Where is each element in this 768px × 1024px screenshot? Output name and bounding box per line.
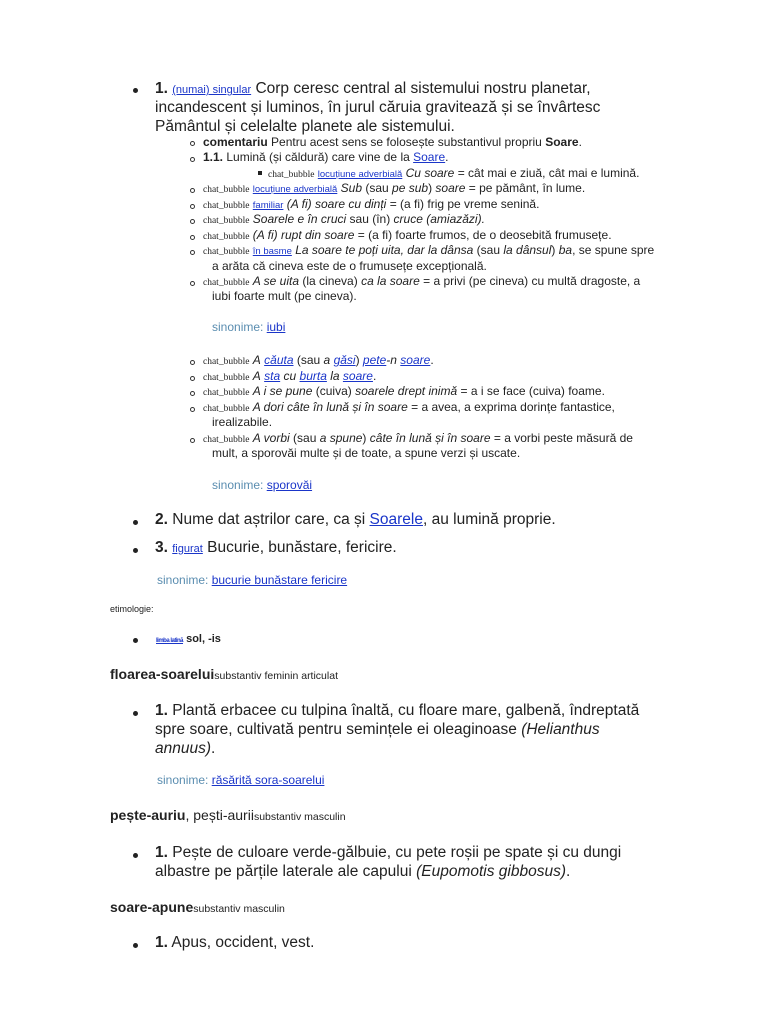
comment-line [203, 135, 582, 151]
definition-text: Plantă erbacee cu tulpina înaltă, cu floare mare, galbenă, îndreptată [172, 702, 640, 719]
definition-text: albastre pe părțile laterale ale capului [155, 863, 412, 880]
definition-1 [155, 79, 591, 100]
synonym-link[interactable]: bucurie bunăstare fericire [211, 573, 348, 587]
grammar-info: substantiv masculin [253, 811, 346, 823]
expression: a [323, 353, 331, 367]
expression: A vorbi [252, 431, 290, 445]
synonyms [212, 478, 312, 492]
expression-row [203, 212, 485, 230]
word-link[interactable]: soare [400, 353, 431, 367]
comment-bold: Soare [545, 135, 579, 149]
definition-text: Nume dat aștrilor care, ca și [172, 511, 366, 528]
synonyms [212, 320, 285, 334]
expression-line-2: mult, a sporovăi multe și de toate, a spune verzi și uscate. [212, 446, 521, 460]
word-link[interactable]: căuta [264, 353, 294, 367]
expression: ba [558, 243, 573, 257]
synonym-link[interactable]: răsărită sora-soarelui [211, 773, 325, 787]
expression-meaning: = (a fi) frig pe vreme senină. [389, 197, 540, 211]
expression: A i se pune [252, 384, 313, 398]
definition-soare-apune [155, 933, 314, 952]
grammar-info: substantiv feminin articulat [214, 670, 338, 682]
definition-text: Pește de culoare verde-gălbuie, cu pete roșii pe spate și cu dungi [172, 844, 622, 861]
punctuation: . [372, 369, 377, 383]
list-bullet [133, 638, 138, 643]
plural-form: , pești-aurii [185, 807, 254, 823]
expression-meaning: = pe pământ, în lume. [468, 181, 586, 195]
expression-meaning: = a privi (pe cineva) cu multă dragoste, a [423, 274, 641, 288]
definition-text: spre soare, cultivată pentru semințele ei oleaginoase [155, 721, 517, 738]
text: (sau [296, 353, 321, 367]
expression: -n [386, 353, 397, 367]
scientific-name: annuus) [155, 740, 212, 757]
usage-tag-link[interactable]: locuțiune adverbială [252, 184, 338, 195]
chat-bubble-icon: chat_bubble [203, 201, 250, 211]
chat-bubble-icon: chat_bubble [203, 216, 250, 226]
expression: Sub [340, 181, 362, 195]
expression: La soare te poți uita, dar la dânsa [295, 243, 474, 257]
synonyms-label: sinonime: [157, 573, 209, 587]
definition-3 [155, 538, 397, 559]
expression-meaning: = a i se face (cuiva) foame. [460, 384, 605, 398]
punctuation: . [211, 740, 216, 757]
headword: soare-apune [110, 899, 194, 915]
synonym-link[interactable]: iubi [266, 320, 286, 334]
list-bullet [190, 376, 195, 381]
usage-tag-link[interactable]: locuțiune adverbială [317, 169, 403, 180]
chat-bubble-icon: chat_bubble [203, 278, 250, 288]
list-bullet [190, 391, 195, 396]
synonyms [157, 573, 347, 587]
expression: la dânsul [503, 243, 552, 257]
list-bullet [190, 157, 195, 162]
expression: (amiazăzi). [426, 212, 485, 226]
expression: soarele drept inimă [355, 384, 458, 398]
expression: (A fi) soare cu dinți [286, 197, 387, 211]
definition-floarea-line-3 [155, 739, 215, 758]
etymon: sol, -is [186, 633, 221, 645]
text: (sau [293, 431, 317, 445]
definition-floarea [155, 701, 639, 720]
expression-row [203, 243, 654, 261]
headword: pește-auriu [110, 807, 186, 823]
synonyms [157, 773, 324, 787]
punctuation: . [430, 353, 434, 367]
expression: a spune [319, 431, 363, 445]
expression: A [252, 353, 261, 367]
definition-1-line-3: Pământul și celelalte planete ale sistemului. [155, 118, 455, 135]
text: ) [428, 181, 433, 195]
expression-meaning: , se spune spre [572, 243, 655, 257]
usage-tag-link[interactable]: (numai) singular [172, 84, 252, 96]
soare-link[interactable]: Soare [413, 150, 446, 164]
headword-entry [110, 899, 285, 917]
chat-bubble-icon: chat_bubble [203, 185, 250, 195]
synonym-link[interactable]: sporovăi [266, 478, 313, 492]
list-bullet [190, 188, 195, 193]
expression-meaning: = cât mai e ziuă, cât mai e lumină. [457, 166, 640, 180]
sense-number: 2. [155, 511, 168, 528]
expression: la [330, 369, 340, 383]
list-bullet [190, 235, 195, 240]
subsense-1-1 [203, 150, 449, 166]
text: (sau [365, 181, 389, 195]
chat-bubble-icon: chat_bubble [203, 388, 250, 398]
expression: A se uita [252, 274, 300, 288]
punctuation: . [578, 135, 582, 149]
expression-row [203, 353, 434, 371]
sense-number: 1. [155, 934, 168, 951]
expression: câte în lună și în soare [369, 431, 491, 445]
chat-bubble-icon: chat_bubble [203, 435, 250, 445]
sense-number: 1.1. [203, 150, 224, 164]
text: (sau [476, 243, 501, 257]
expression-meaning: = a avea, a exprima dorințe fantastice, [411, 400, 615, 414]
grammar-info: substantiv masculin [193, 903, 285, 915]
chat-bubble-icon: chat_bubble [203, 404, 250, 414]
expression: cu [283, 369, 297, 383]
sense-number: 1. [155, 702, 168, 719]
synonyms-label: sinonime: [157, 773, 209, 787]
text: sau (în) [349, 212, 391, 226]
expression: pe sub [392, 181, 429, 195]
expression-line-2: a arăta că cineva este de o frumusețe excepțională. [212, 259, 487, 273]
chat-bubble-icon: chat_bubble [203, 357, 250, 367]
soarele-link[interactable]: Soarele [369, 511, 423, 528]
definition-1-line-2: incandescent și luminos, în jurul căruia gravitează și se învârtesc [155, 99, 601, 116]
word-link[interactable]: găsi [333, 353, 356, 367]
expression: cruce [393, 212, 423, 226]
expression: soare [435, 181, 466, 195]
sense-number: 1. [155, 80, 168, 97]
list-bullet [133, 520, 138, 525]
usage-tag-link[interactable]: familiar [252, 200, 284, 211]
usage-tag-link[interactable]: figurat [172, 543, 203, 555]
sense-number: 1. [155, 844, 168, 861]
chat-bubble-icon: chat_bubble [268, 170, 315, 180]
word-link[interactable]: pete [362, 353, 387, 367]
usage-tag-link[interactable]: în basme [252, 246, 292, 257]
language-link[interactable]: limba latină [156, 638, 184, 644]
list-bullet [190, 438, 195, 443]
expression: A [252, 369, 261, 383]
etymology-row [156, 633, 221, 645]
text: (la cineva) [302, 274, 358, 288]
list-bullet [133, 943, 138, 948]
expression-row [203, 181, 585, 199]
expression: (A fi) rupt din soare [252, 228, 355, 242]
word-link[interactable]: soare [342, 369, 373, 383]
text: ) [355, 353, 360, 367]
word-link[interactable]: burta [299, 369, 327, 383]
synonyms-label: sinonime: [212, 478, 264, 492]
definition-peste-line-2 [155, 862, 570, 881]
list-bullet [190, 141, 195, 146]
headword-entry [110, 807, 346, 825]
chat-bubble-icon: chat_bubble [203, 232, 250, 242]
chat-bubble-icon: chat_bubble [203, 247, 250, 257]
expression: A dori câte în lună și în soare [252, 400, 408, 414]
headword-entry [110, 666, 338, 684]
list-bullet [133, 88, 138, 93]
expression-line-2: irealizabile. [212, 415, 273, 429]
list-bullet [190, 219, 195, 224]
definition-text: Bucurie, bunăstare, fericire. [207, 539, 397, 556]
word-link[interactable]: sta [264, 369, 281, 383]
list-bullet [190, 204, 195, 209]
headword: floarea-soarelui [110, 666, 215, 682]
text: ) [362, 431, 367, 445]
list-bullet [190, 407, 195, 412]
comment-label: comentariu [203, 135, 268, 149]
expression-meaning: = a vorbi peste măsură de [493, 431, 633, 445]
list-bullet [190, 281, 195, 286]
definition-text: Lumină (și căldură) care vine de la [226, 150, 410, 164]
expression-meaning: = (a fi) foarte frumos, de o deosebită frumusețe. [357, 228, 612, 242]
expression: Cu soare [405, 166, 455, 180]
punctuation: . [445, 150, 449, 164]
list-bullet [258, 171, 262, 175]
list-bullet [190, 250, 195, 255]
text: (cuiva) [315, 384, 352, 398]
expression-row [203, 384, 605, 402]
list-bullet [133, 853, 138, 858]
definition-2 [155, 510, 556, 529]
list-bullet [190, 360, 195, 365]
comment-text: Pentru acest sens se folosește substantivul propriu [271, 135, 542, 149]
chat-bubble-icon: chat_bubble [203, 373, 250, 383]
punctuation: . [566, 863, 571, 880]
synonyms-label: sinonime: [212, 320, 264, 334]
text: ) [551, 243, 556, 257]
sense-number: 3. [155, 539, 168, 556]
expression: ca la soare [361, 274, 420, 288]
list-bullet [133, 711, 138, 716]
definition-peste [155, 843, 621, 862]
scientific-name: (Helianthus [521, 721, 600, 738]
list-bullet [133, 548, 138, 553]
definition-text: Corp ceresc central al sistemului nostru planetar, [255, 80, 591, 97]
expression-line-2: iubi foarte mult (pe cineva). [212, 289, 357, 303]
definition-text: Apus, occident, vest. [171, 934, 315, 951]
scientific-name: (Eupomotis gibbosus) [416, 863, 567, 880]
etymology-label: etimologie: [110, 604, 154, 614]
expression: Soarele e în cruci [252, 212, 347, 226]
definition-text: , au lumină proprie. [422, 511, 556, 528]
definition-floarea-line-2 [155, 720, 600, 739]
